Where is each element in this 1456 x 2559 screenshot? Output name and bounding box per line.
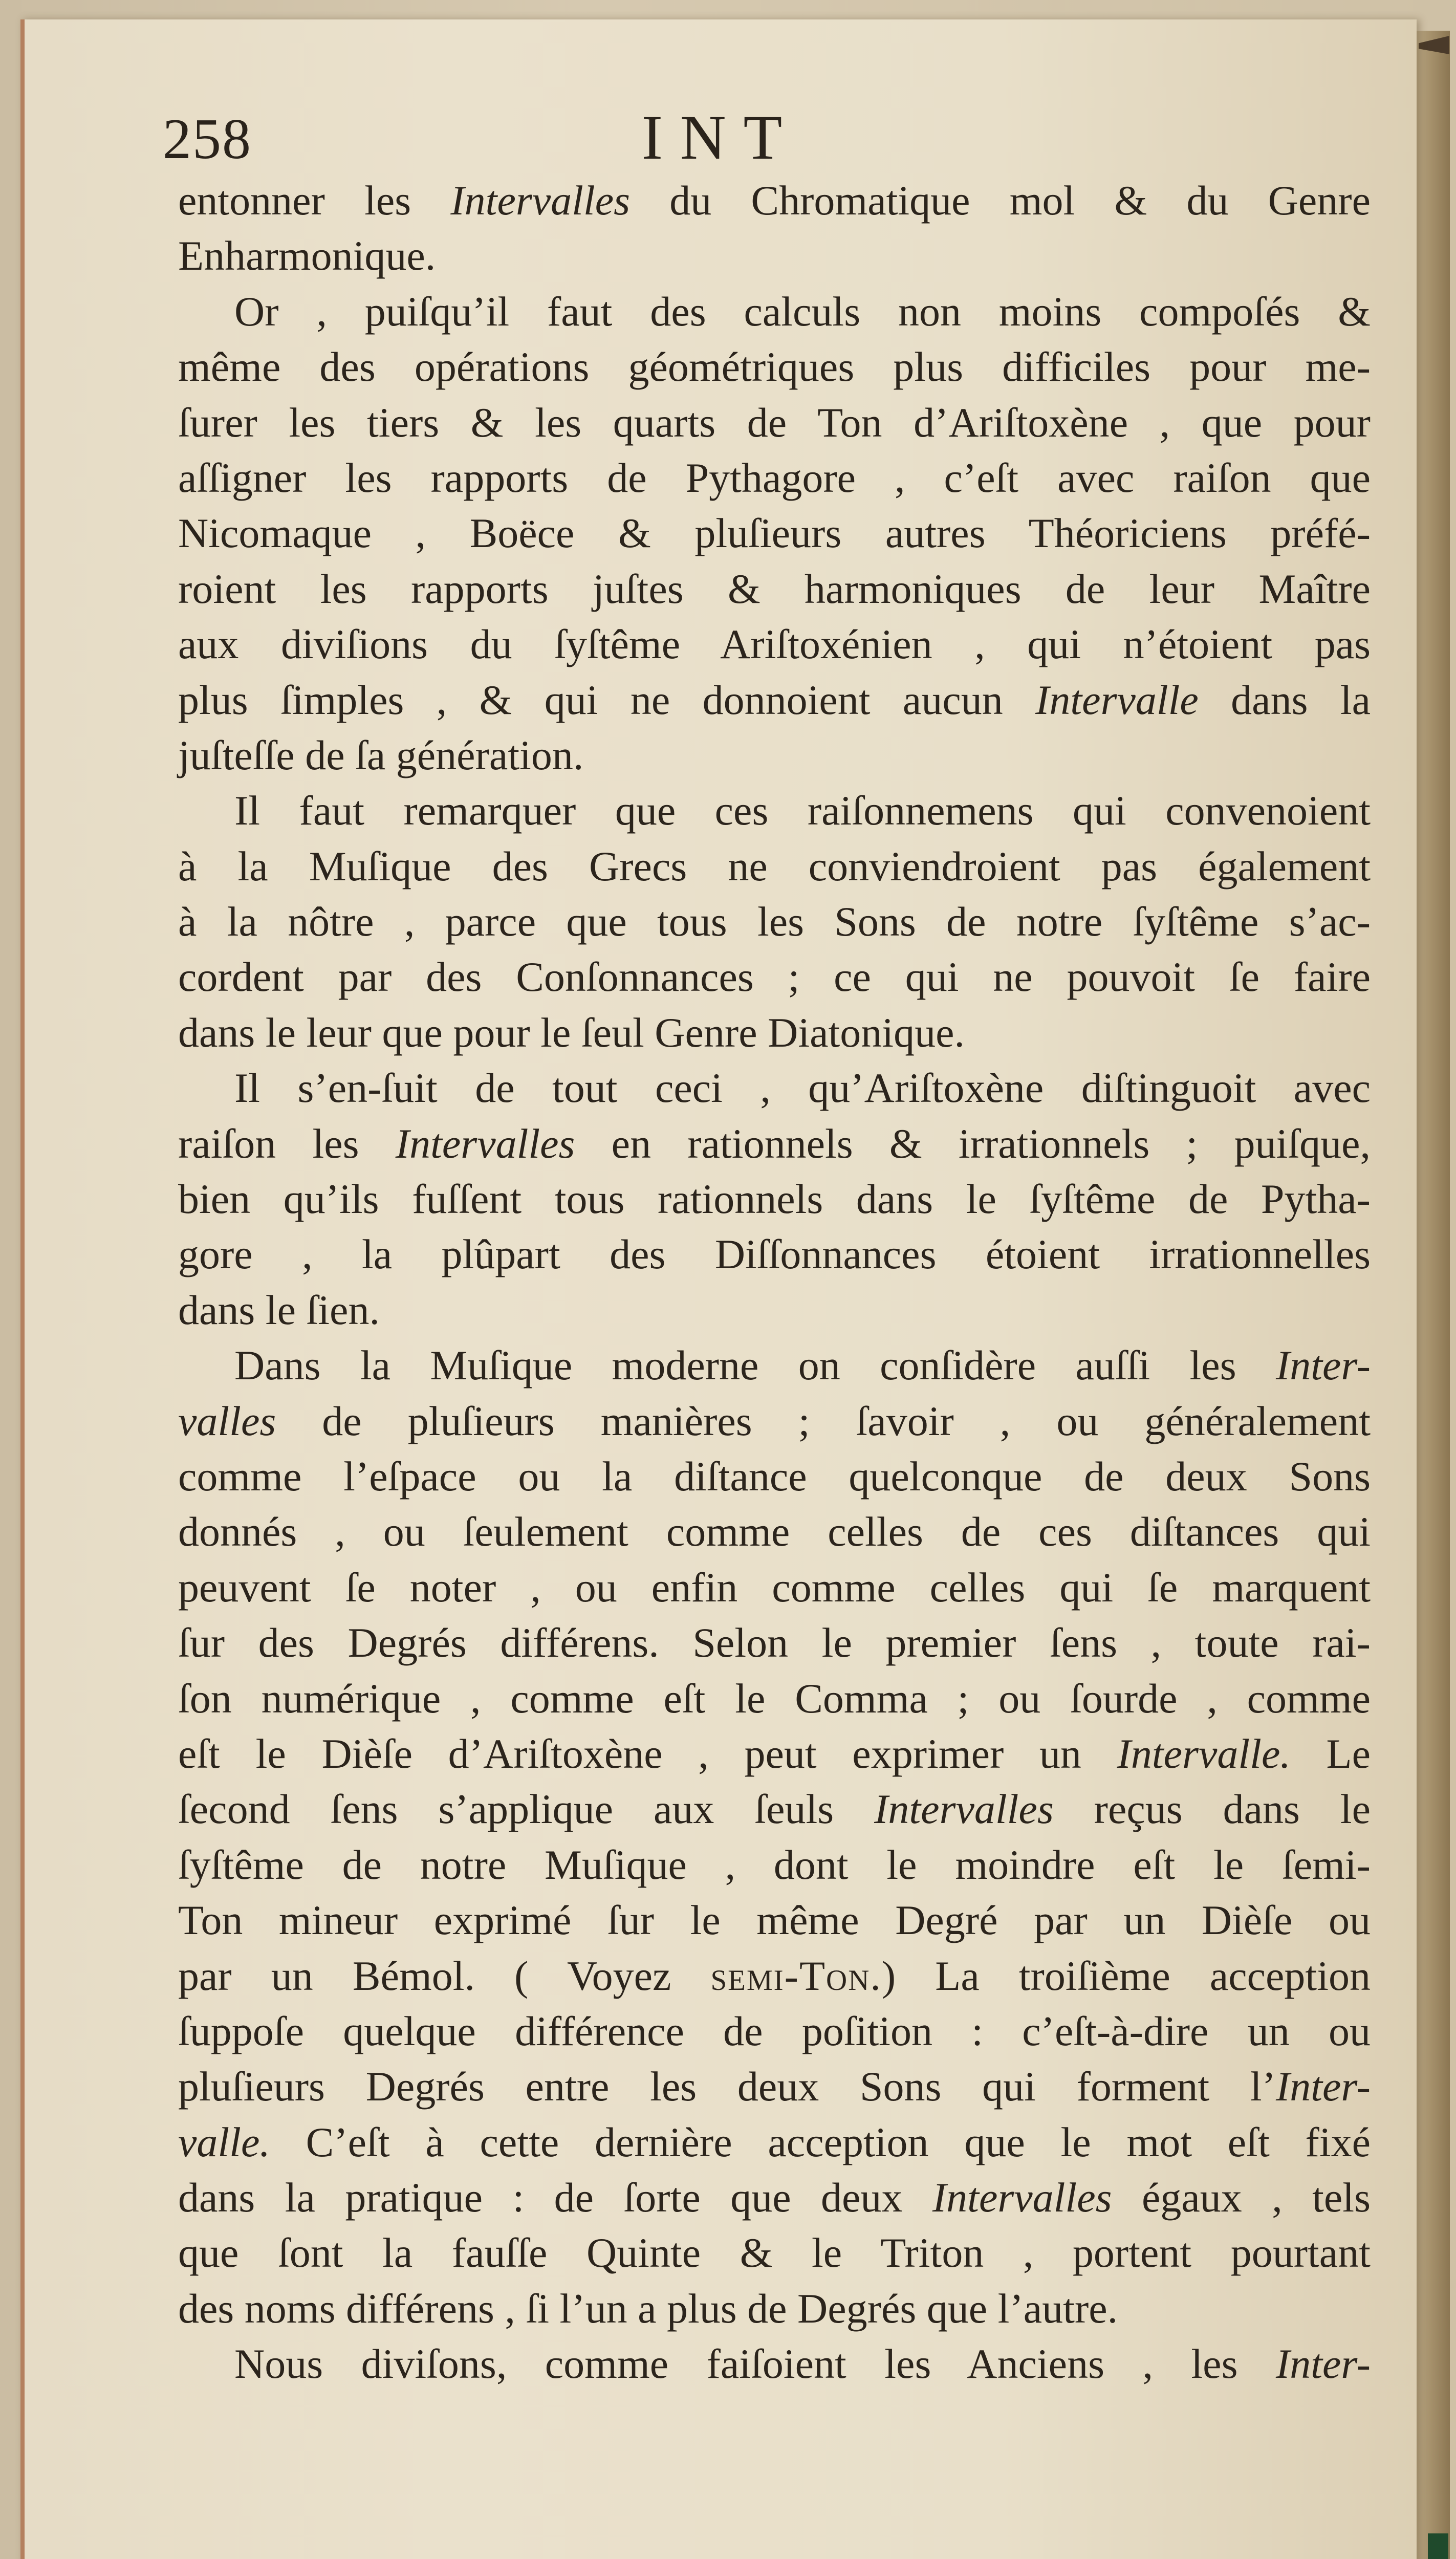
text-run: C’eſt à cette dernière acception que le mot eſt fixé: [270, 2118, 1371, 2165]
text-run: ſon numérique , comme eſt le Comma ; ou ſourde , comme: [178, 1675, 1371, 1722]
text-line: [178, 1449, 1371, 1504]
text-line: [178, 2004, 1371, 2059]
text-run: plus ſimples , & qui ne donnoient aucun: [178, 676, 1036, 723]
text-run: dans le leur que pour le ſeul Genre Diatonique.: [178, 1009, 965, 1056]
text-line: [178, 1726, 1371, 1782]
text-line: [178, 1560, 1371, 1615]
running-header: [25, 101, 1417, 173]
text-run: que ſont la fauſſe Quinte & le Triton , portent pourtant: [178, 2229, 1371, 2276]
text-run: Le: [1290, 1730, 1371, 1777]
text-line: [178, 1837, 1371, 1893]
text-line: [178, 1338, 1371, 1393]
italic-term: valle.: [178, 2118, 270, 2165]
text-line: [178, 1394, 1371, 1449]
text-line: [178, 450, 1371, 506]
text-run: gore , la plûpart des Diſſonnances étoient irrationnelles: [178, 1231, 1371, 1278]
text-run: ſurer les tiers & les quarts de Ton d’Ariſtoxène , que pour: [178, 399, 1371, 446]
text-line: [178, 561, 1371, 617]
text-run: Il faut remarquer que ces raiſonnemens qui convenoient: [234, 787, 1371, 834]
text-run: Enharmonique.: [178, 232, 436, 279]
text-line: [178, 228, 1371, 284]
text-line: [178, 506, 1371, 561]
text-run: égaux , tels: [1112, 2174, 1371, 2221]
italic-term: Inter-: [1275, 1342, 1371, 1389]
text-run: Or , puiſqu’il faut des calculs non moins compoſés &: [234, 288, 1371, 335]
text-line: [178, 617, 1371, 672]
text-line: [178, 1504, 1371, 1559]
italic-term: Intervalles: [932, 2174, 1112, 2221]
text-run: aſſigner les rapports de Pythagore , c’eſt avec raiſon que: [178, 454, 1371, 501]
text-run: ſuppoſe quelque différence de poſition : c’eſt-à-dire un ou: [178, 2007, 1371, 2054]
text-run: dans le ſien.: [178, 1286, 380, 1333]
text-line: [178, 2225, 1371, 2281]
text-run: à la nôtre , parce que tous les Sons de notre ſyſtême s’ac-: [178, 898, 1371, 945]
text-run: par un Bémol. ( Voyez: [178, 1952, 711, 1999]
text-line: [178, 1893, 1371, 1948]
text-run: entonner les: [178, 177, 451, 224]
bookmark-tab: [1428, 2533, 1448, 2559]
text-run: eſt le Dièſe d’Ariſtoxène , peut exprimer un: [178, 1730, 1117, 1777]
body-text: [178, 173, 1371, 2392]
italic-term: Intervalles: [395, 1120, 575, 1167]
text-run: de pluſieurs manières ; ſavoir , ou généralement: [276, 1397, 1371, 1444]
text-line: [178, 2336, 1371, 2392]
text-line: [178, 1227, 1371, 1282]
text-line: [178, 395, 1371, 450]
text-run: reçus dans le: [1053, 1786, 1371, 1833]
text-run: dans la: [1198, 676, 1371, 723]
text-line: [178, 1005, 1371, 1060]
text-line: [178, 1283, 1371, 1338]
text-line: [178, 1615, 1371, 1671]
text-run: ſecond ſens s’applique aux ſeuls: [178, 1786, 875, 1833]
text-run: des noms différens , ſi l’un a plus de Degrés que l’autre.: [178, 2285, 1118, 2332]
text-line: [178, 2115, 1371, 2170]
italic-term: Inter-: [1275, 2063, 1371, 2110]
text-line: [178, 673, 1371, 728]
text-run: du Chromatique mol & du Genre: [630, 177, 1371, 224]
text-line: [178, 1671, 1371, 1726]
text-line: [178, 1782, 1371, 1837]
text-line: [178, 1172, 1371, 1227]
text-line: [178, 2059, 1371, 2114]
text-line: [178, 839, 1371, 894]
text-run: Dans la Muſique moderne on conſidère auſſi les: [234, 1342, 1276, 1389]
italic-term: Inter-: [1275, 2340, 1371, 2388]
book-page: [20, 19, 1417, 2559]
italic-term: Intervalles: [874, 1786, 1054, 1833]
text-run: Il s’en-ſuit de tout ceci , qu’Ariſtoxène diſtinguoit avec: [234, 1065, 1371, 1112]
text-line: [178, 2170, 1371, 2225]
text-line: [178, 949, 1371, 1005]
text-line: [178, 894, 1371, 949]
running-head-title: INT: [641, 102, 800, 172]
text-run: comme l’eſpace ou la diſtance quelconque de deux Sons: [178, 1452, 1371, 1500]
text-run: aux diviſions du ſyſtême Ariſtoxénien , qui n’étoient pas: [178, 621, 1371, 668]
text-line: [178, 173, 1371, 228]
text-run: ) La troiſième acception: [881, 1952, 1371, 1999]
text-run: Nicomaque , Boëce & pluſieurs autres Théoriciens préfé-: [178, 510, 1371, 557]
text-run: cordent par des Conſonnances ; ce qui ne pouvoit ſe faire: [178, 953, 1371, 1001]
text-run: à la Muſique des Grecs ne conviendroient pas également: [178, 842, 1371, 890]
text-run: Nous diviſons, comme faiſoient les Anciens , les: [234, 2340, 1276, 2388]
text-line: [178, 1948, 1371, 2004]
text-line: [178, 2281, 1371, 2336]
italic-term: Intervalle.: [1117, 1730, 1291, 1777]
text-run: donnés , ou ſeulement comme celles de ces diſtances qui: [178, 1508, 1371, 1555]
text-run: même des opérations géométriques plus difficiles pour me-: [178, 343, 1371, 391]
text-line: [178, 284, 1371, 339]
text-run: en rationnels & irrationnels ; puiſque,: [575, 1120, 1371, 1167]
text-line: [178, 1060, 1371, 1116]
text-line: [178, 783, 1371, 838]
text-run: bien qu’ils fuſſent tous rationnels dans le ſyſtême de Pytha-: [178, 1176, 1371, 1223]
text-run: ſyſtême de notre Muſique , dont le moindre eſt le ſemi-: [178, 1841, 1371, 1888]
text-run: pluſieurs Degrés entre les deux Sons qui forment l’: [178, 2063, 1276, 2110]
text-run: ſur des Degrés différens. Selon le premier ſens , toute rai-: [178, 1619, 1371, 1666]
text-run: roient les rapports juſtes & harmoniques de leur Maître: [178, 565, 1371, 612]
text-line: [178, 339, 1371, 395]
page-number: 258: [163, 107, 252, 171]
text-line: [178, 728, 1371, 783]
italic-term: valles: [178, 1397, 276, 1444]
text-run: juſteſſe de ſa génération.: [178, 731, 584, 778]
text-run: peuvent ſe noter , ou enfin comme celles qui ſe marquent: [178, 1564, 1371, 1611]
text-line: [178, 1116, 1371, 1172]
italic-term: Intervalles: [450, 177, 631, 224]
text-run: raiſon les: [178, 1120, 396, 1167]
text-run: Ton mineur exprimé ſur le même Degré par un Dièſe ou: [178, 1897, 1371, 1944]
italic-term: Intervalle: [1035, 676, 1199, 723]
cross-reference: semi-Ton.: [710, 1952, 882, 1999]
book-page-edge: [1412, 31, 1450, 2559]
text-run: dans la pratique : de ſorte que deux: [178, 2174, 932, 2221]
